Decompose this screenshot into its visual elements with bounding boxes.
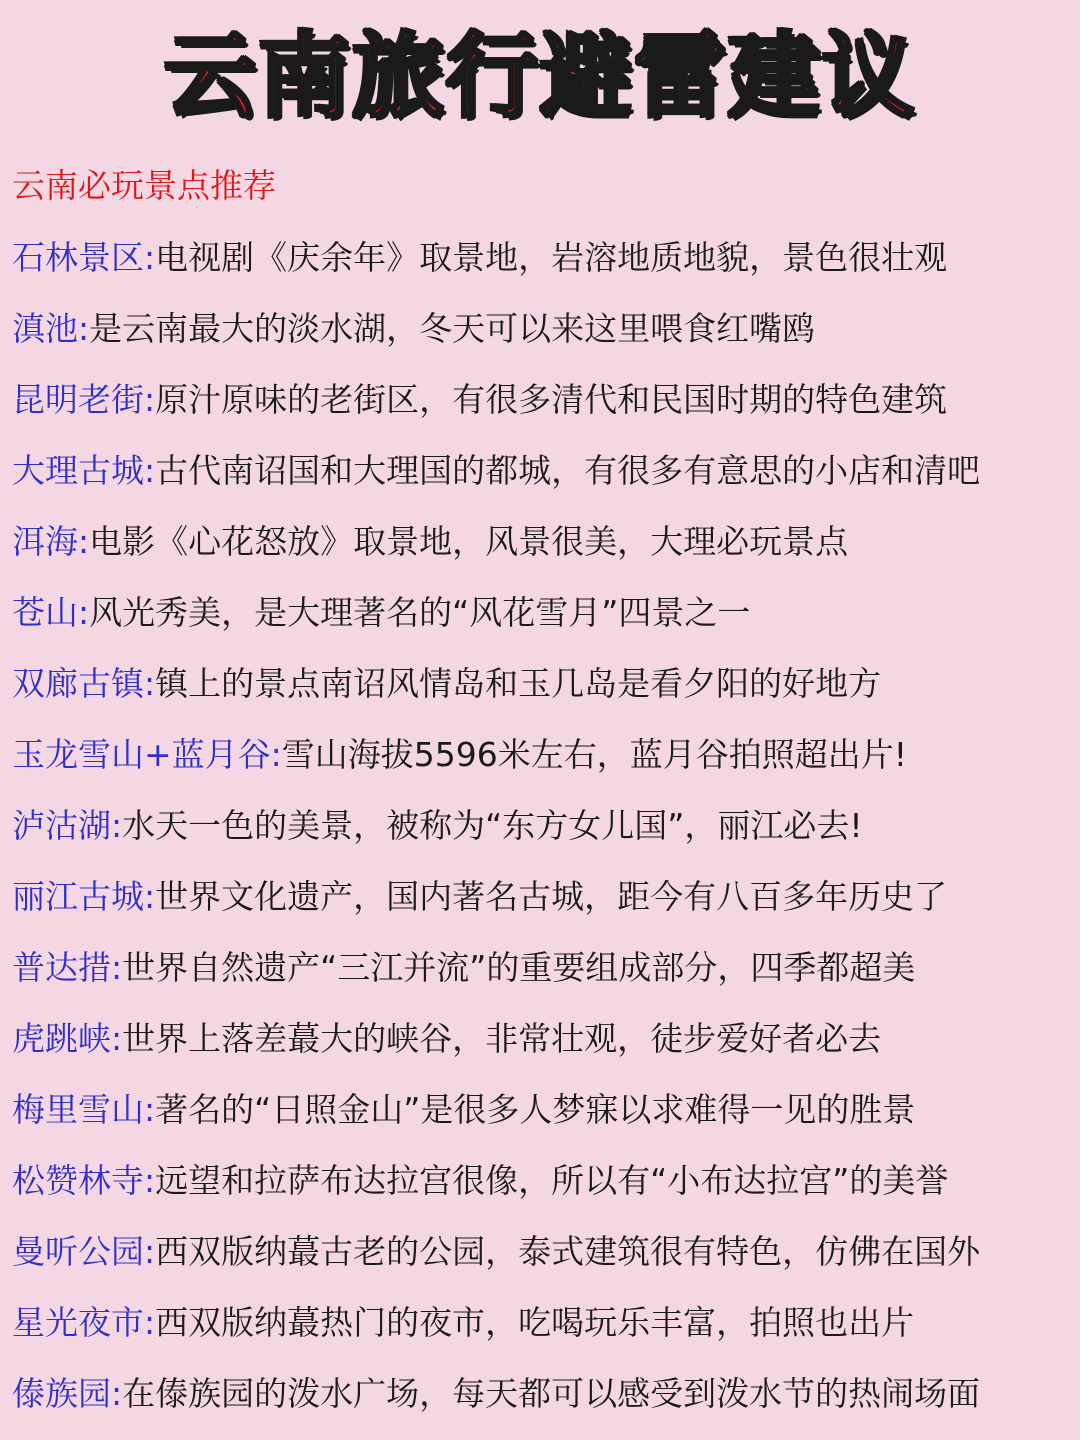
- attraction-description: 雪山海拔5596米左右，蓝月谷拍照超出片!: [281, 735, 907, 774]
- list-item: [12, 1297, 1076, 1368]
- section-heading: 云南必玩景点推荐: [12, 166, 276, 205]
- attraction-description: 世界上落差蕞大的峡谷，非常壮观，徒步爱好者必去: [122, 1019, 882, 1058]
- attraction-description: 原汁原味的老街区，有很多清代和民国时期的特色建筑: [155, 380, 948, 419]
- attraction-description: 西双版纳蕞热门的夜市，吃喝玩乐丰富，拍照也出片: [155, 1303, 915, 1342]
- list-item: [12, 729, 1076, 800]
- list-item: [12, 303, 1076, 374]
- list-item: [12, 445, 1076, 516]
- attraction-name: 滇池:: [12, 309, 90, 348]
- attraction-name: 玉龙雪山+蓝月谷:: [12, 735, 282, 774]
- attraction-description: 水天一色的美景，被称为“东方女儿国”，丽江必去!: [122, 806, 863, 845]
- list-item: [12, 942, 1076, 1013]
- attraction-description: 西双版纳蕞古老的公园，泰式建筑很有特色，仿佛在国外: [155, 1232, 981, 1271]
- attraction-description: 镇上的景点南诏风情岛和玉几岛是看夕阳的好地方: [155, 664, 882, 703]
- list-item: [12, 1155, 1076, 1226]
- list-item: [12, 1368, 1076, 1439]
- page-title: 云南旅行避雷建议: [163, 23, 916, 130]
- attraction-name: 洱海:: [12, 522, 90, 561]
- attraction-name: 苍山:: [12, 593, 90, 632]
- attraction-name: 虎跳峡:: [12, 1019, 123, 1058]
- attraction-name: 石林景区:: [12, 238, 156, 277]
- list-item: [12, 587, 1076, 658]
- list-item: [12, 658, 1076, 729]
- attraction-name: 泸沽湖:: [12, 806, 123, 845]
- attraction-list: [12, 232, 1076, 1439]
- attraction-name: 梅里雪山:: [12, 1090, 156, 1129]
- list-item: [12, 1084, 1076, 1155]
- attraction-description: 电视剧《庆余年》取景地，岩溶地质地貌，景色很壮观: [155, 238, 948, 277]
- attraction-description: 在傣族园的泼水广场，每天都可以感受到泼水节的热闹场面: [122, 1374, 981, 1413]
- list-item: [12, 1013, 1076, 1084]
- attraction-description: 是云南最大的淡水湖，冬天可以来这里喂食红嘴鸥: [89, 309, 816, 348]
- attraction-description: 著名的“日照金山”是很多人梦寐以求难得一见的胜景: [155, 1090, 916, 1129]
- attraction-description: 古代南诏国和大理国的都城，有很多有意思的小店和清吧: [155, 451, 981, 490]
- attraction-description: 电影《心花怒放》取景地，风景很美，大理必玩景点: [89, 522, 849, 561]
- attraction-description: 远望和拉萨布达拉宫很像，所以有“小布达拉宫”的美誉: [155, 1161, 949, 1200]
- attraction-name: 星光夜市:: [12, 1303, 156, 1342]
- list-item: [12, 800, 1076, 871]
- attraction-name: 松赞林寺:: [12, 1161, 156, 1200]
- attraction-name: 双廊古镇:: [12, 664, 156, 703]
- attraction-name: 大理古城:: [12, 451, 156, 490]
- attraction-description: 风光秀美，是大理著名的“风花雪月”四景之一: [89, 593, 751, 632]
- attraction-name: 昆明老街:: [12, 380, 156, 419]
- list-item: [12, 871, 1076, 942]
- attraction-name: 普达措:: [12, 948, 123, 987]
- list-item: [12, 232, 1076, 303]
- list-item: [12, 1226, 1076, 1297]
- attraction-name: 丽江古城:: [12, 877, 156, 916]
- list-item: [12, 374, 1076, 445]
- attraction-description: 世界自然遗产“三江并流”的重要组成部分，四季都超美: [122, 948, 916, 987]
- attraction-description: 世界文化遗产，国内著名古城，距今有八百多年历史了: [155, 877, 948, 916]
- list-item: [12, 516, 1076, 587]
- attraction-name: 傣族园:: [12, 1374, 123, 1413]
- attraction-name: 曼听公园:: [12, 1232, 156, 1271]
